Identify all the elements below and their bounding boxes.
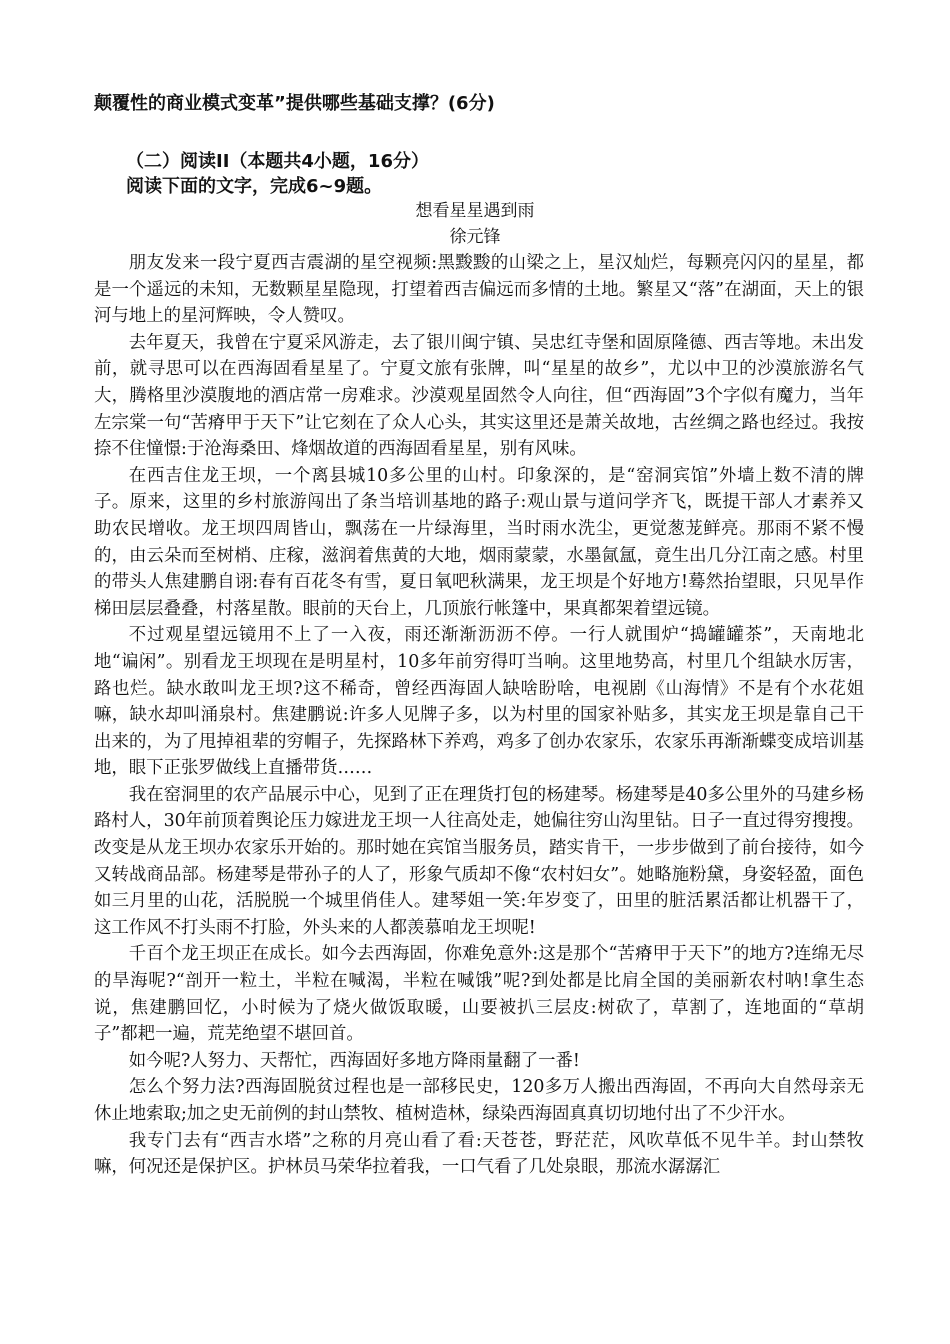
article-paragraph: 如今呢?人努力、天帮忙，西海固好多地方降雨量翻了一番! [128, 1050, 580, 1071]
section-heading: （二）阅读II（本题共4小题，16分） [126, 151, 429, 172]
article-paragraph: 不过观星望远镜用不上了一入夜，雨还渐渐沥沥不停。一行人就围炉“捣罐罐茶”，天南地北地“谝闲”。别看龙王坝现在是明星村，10多年前穷得叮当响。这里地势高，村里几个组缺水厉害，路也烂。缺水敢叫龙王坝?这不稀奇，曾经西海固人缺啥盼啥，电视剧《山海情》不是有个水花姐嘛，缺水却叫涌泉村。焦建鹏说:许多人见牌子多，以为村里的国家补贴多，其实龙王坝是靠自己干出来的，为了甩掉祖辈的穷帽子，先探路林下养鸡，鸡多了创办农家乐，农家乐再渐渐蝶变成培训基地，眼下正张罗做线上直播带货…… [94, 625, 865, 779]
article-title: 想看星星遇到雨 [415, 201, 535, 221]
article-body [94, 250, 864, 1181]
article-paragraph: 千百个龙王坝正在成长。如今去西海固，你难免意外:这是那个“苦瘠甲于天下”的地方?连绵无尽的旱海呢?“剖开一粒土，半粒在喊渴，半粒在喊饿”呢?到处都是比肩全国的美丽新农村呐!拿生态说，焦建鹏回忆，小时候为了烧火做饭取暖，山要被扒三层皮:树砍了，草割了，连地面的“草胡子”都耙一遍，荒芜绝望不堪回首。 [94, 944, 864, 1045]
article-paragraph: 去年夏天，我曾在宁夏采风游走，去了银川闽宁镇、吴忠红寺堡和固原隆德、西吉等地。未出发前，就寻思可以在西海固看星星了。宁夏文旅有张牌，叫“星星的故乡”，尤以中卫的沙漠旅游名气大，腾格里沙漠腹地的酒店常一房难求。沙漠观星固然令人向往，但“西海固”3个字似有魔力，当年左宗棠一句“苦瘠甲于天下”让它刻在了众人心头，其实这里还是萧关故地，古丝绸之路也经过。我按捺不住憧憬:于沧海桑田、烽烟故道的西海固看星星，别有风味。 [94, 332, 864, 460]
article-paragraph: 朋友发来一段宁夏西吉震湖的星空视频:黑黢黢的山梁之上，星汉灿烂，每颗亮闪闪的星星，都是一个遥远的未知，无数颗星星隐现，打望着西吉偏远而多情的土地。繁星又“落”在湖面，天上的银河与地上的星河辉映，令人赞叹。 [94, 253, 864, 327]
reading-instruction: 阅读下面的文字，完成6~9题。 [126, 176, 383, 197]
article-paragraph: 我专门去有“西吉水塔”之称的月亮山看了看:天苍苍，野茫茫，风吹草低不见牛羊。封山禁牧嘛，何况还是保护区。护林员马荣华拉着我，一口气看了几处泉眼，那流水潺潺汇 [94, 1130, 864, 1178]
article-paragraph: 我在窑洞里的农产品展示中心，见到了正在理货打包的杨建琴。杨建琴是40多公里外的马建乡杨路村人，30年前顶着舆论压力嫁进龙王坝一人往高处走，她偏往穷山沟里钻。日子一直过得穷搜搜。改变是从龙王坝办农家乐开始的。那时她在宾馆当服务员，踏实肯干，一步步做到了前台接待，如今又转战商品部。杨建琴是带孙子的人了，形象气质却不像“农村妇女”。她略施粉黛，身姿轻盈，面色如三月里的山花，活脱脱一个城里俏佳人。建琴姐一笑:年岁变了，田里的脏活累活都让机器干了，这工作风不打头雨不打脸，外头来的人都羡慕咱龙王坝呢! [94, 784, 864, 938]
question-tail: 颠覆性的商业模式变革”提供哪些基础支撑？(6分) [94, 93, 495, 114]
article-author: 徐元锋 [449, 227, 501, 247]
article-paragraph: 在西吉住龙王坝，一个离县城10多公里的山村。印象深的，是“窑洞宾馆”外墙上数不清的牌子。原来，这里的乡村旅游闯出了条当培训基地的路子:观山景与道问学齐飞，既提干部人才素养又助农民增收。龙王坝四周皆山，飘荡在一片绿海里，当时雨水洗尘，更觉葱茏鲜亮。那雨不紧不慢的，由云朵而至树梢、庄稼，滋润着焦黄的大地，烟雨蒙蒙，水墨氤氲，竟生出几分江南之感。村里的带头人焦建鹏自诩:春有百花冬有雪，夏日氧吧秋满果，龙王坝是个好地方!蓦然抬望眼，只见旱作梯田层层叠叠，村落星散。眼前的天台上，几顶旅行帐篷中，果真都架着望远镜。 [94, 465, 864, 619]
article-paragraph: 怎么个努力法?西海固脱贫过程也是一部移民史，120多万人搬出西海固，不再向大自然母亲无休止地索取;加之史无前例的封山禁牧、植树造林，绿染西海固真真切切地付出了不少汗水。 [94, 1077, 864, 1124]
